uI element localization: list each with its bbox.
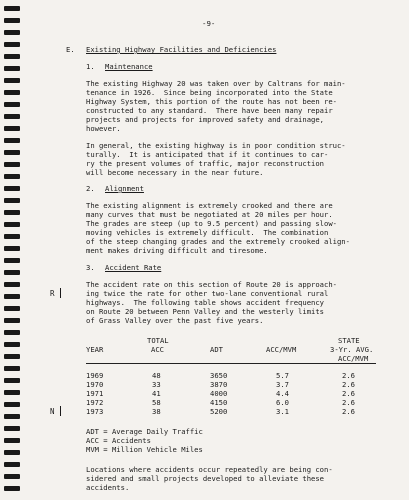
revision-bar — [60, 288, 61, 298]
binding-hole — [4, 126, 20, 131]
binding-hole — [4, 114, 20, 119]
paragraph-line: turally. It is anticipated that if it continues to car- — [86, 150, 329, 159]
section-title: Existing Highway Facilities and Deficiencies — [86, 45, 277, 54]
cell-adt: 4150 — [210, 398, 228, 407]
binding-hole — [4, 234, 20, 239]
cell-acc-mvm: 4.4 — [276, 389, 289, 398]
binding-hole — [4, 150, 20, 155]
binding-hole — [4, 330, 20, 335]
binding-hole — [4, 438, 20, 443]
binding-hole — [4, 294, 20, 299]
cell-acc: 33 — [152, 380, 161, 389]
cell-acc: 38 — [152, 407, 161, 416]
cell-state: 2.6 — [342, 371, 355, 380]
paragraph-line: constructed to any standard. There have been many repair — [86, 106, 333, 115]
paragraph-line: projects and projects for improved safety and drainage, — [86, 115, 324, 124]
subsection-title: Maintenance — [105, 62, 153, 71]
binding-hole — [4, 246, 20, 251]
paragraph-line: In general, the existing highway is in poor condition struc- — [86, 141, 346, 150]
paragraph-line: on Route 20 between Penn Valley and the westerly limits — [86, 307, 324, 316]
binding-hole — [4, 450, 20, 455]
cell-state: 2.6 — [342, 389, 355, 398]
paragraph-line: Locations where accidents occur repeatedly are being con- — [86, 465, 333, 474]
binding-hole — [4, 78, 20, 83]
col-header-state-line3: ACC/MVM — [338, 354, 369, 363]
paragraph-line: accidents. — [86, 483, 130, 492]
binding-hole — [4, 282, 20, 287]
binding-hole — [4, 210, 20, 215]
binding-hole — [4, 426, 20, 431]
paragraph-line: of the steep changing grades and the extremely crooked align- — [86, 237, 350, 246]
cell-acc-mvm: 5.7 — [276, 371, 289, 380]
subsection-title: Accident Rate — [105, 263, 162, 272]
cell-adt: 4000 — [210, 389, 228, 398]
binding-hole — [4, 66, 20, 71]
binding-hole — [4, 306, 20, 311]
binding-hole — [4, 366, 20, 371]
paragraph-line: moving vehicles is extremely difficult. The combination — [86, 228, 329, 237]
cell-acc: 48 — [152, 371, 161, 380]
binding-hole — [4, 90, 20, 95]
paragraph-line: The existing Highway 20 was taken over by Caltrans for main- — [86, 79, 346, 88]
cell-year: 1972 — [86, 398, 104, 407]
cell-acc: 58 — [152, 398, 161, 407]
binding-hole — [4, 318, 20, 323]
legend-line: ADT = Average Daily Traffic — [86, 427, 203, 436]
col-header-total-line1: TOTAL — [147, 336, 169, 345]
subsection-number: 1. — [86, 62, 95, 71]
binding-hole — [4, 102, 20, 107]
cell-state: 2.6 — [342, 398, 355, 407]
binding-hole — [4, 402, 20, 407]
paragraph-line: The accident rate on this section of Route 20 is approach- — [86, 280, 337, 289]
page-number: -9- — [202, 19, 216, 28]
paragraph-line: ment makes driving difficult and tiresome. — [86, 246, 268, 255]
cell-year: 1973 — [86, 407, 104, 416]
cell-adt: 3650 — [210, 371, 228, 380]
paragraph-line: will become necessary in the near future. — [86, 168, 264, 177]
paragraph-line: sidered and small projects developed to alleviate these — [86, 474, 324, 483]
binding-hole — [4, 258, 20, 263]
binding-hole — [4, 270, 20, 275]
subsection-title: Alignment — [105, 184, 144, 193]
cell-acc-mvm: 3.7 — [276, 380, 289, 389]
subsection-number: 2. — [86, 184, 95, 193]
binding-hole — [4, 222, 20, 227]
paragraph-line: ing twice the rate for other two-lane conventional rural — [86, 289, 329, 298]
paragraph-line: tenance in 1926. Since being incorporated into the State — [86, 88, 333, 97]
paragraph-line: however. — [86, 124, 121, 133]
cell-state: 2.6 — [342, 407, 355, 416]
cell-acc: 41 — [152, 389, 161, 398]
paragraph-line: highways. The following table shows accident frequency — [86, 298, 324, 307]
revision-bar — [60, 406, 61, 416]
subsection-number: 3. — [86, 263, 95, 272]
cell-state: 2.6 — [342, 380, 355, 389]
binding-hole — [4, 354, 20, 359]
cell-acc-mvm: 6.0 — [276, 398, 289, 407]
table-rule — [86, 363, 376, 364]
binding-hole — [4, 54, 20, 59]
cell-acc-mvm: 3.1 — [276, 407, 289, 416]
binding-hole — [4, 138, 20, 143]
binding-hole — [4, 390, 20, 395]
binding-hole — [4, 486, 20, 491]
binding-hole — [4, 6, 20, 11]
cell-adt: 3870 — [210, 380, 228, 389]
binding-hole — [4, 42, 20, 47]
col-header-total-line2: ACC — [151, 345, 164, 354]
paragraph-line: The existing alignment is extremely crooked and there are — [86, 201, 333, 210]
legend-line: ACC = Accidents — [86, 436, 151, 445]
binding-hole — [4, 174, 20, 179]
col-header-state-line2: 3-Yr. AVG. — [330, 345, 374, 354]
spiral-binding — [0, 0, 22, 500]
paragraph-line: Highway System, this portion of the route has not been re- — [86, 97, 337, 106]
binding-hole — [4, 474, 20, 479]
cell-adt: 5200 — [210, 407, 228, 416]
legend-line: MVM = Million Vehicle Miles — [86, 445, 203, 454]
paragraph-line: The grades are steep (up to 9.5 percent) and passing slow- — [86, 219, 337, 228]
binding-hole — [4, 342, 20, 347]
binding-hole — [4, 414, 20, 419]
binding-hole — [4, 378, 20, 383]
section-letter: E. — [66, 45, 75, 54]
paragraph-line: of Grass Valley over the past five years. — [86, 316, 264, 325]
col-header-year: YEAR — [86, 345, 104, 354]
col-header-adt: ADT — [210, 345, 223, 354]
cell-year: 1969 — [86, 371, 104, 380]
col-header-acc-mvm: ACC/MVM — [266, 345, 297, 354]
binding-hole — [4, 162, 20, 167]
binding-hole — [4, 462, 20, 467]
revision-mark-n: N — [50, 407, 55, 416]
binding-hole — [4, 186, 20, 191]
col-header-state-line1: STATE — [338, 336, 360, 345]
binding-hole — [4, 18, 20, 23]
revision-mark-r: R — [50, 289, 55, 298]
binding-hole — [4, 30, 20, 35]
cell-year: 1971 — [86, 389, 104, 398]
paragraph-line: many curves that must be negotiated at 20 miles per hour. — [86, 210, 333, 219]
binding-hole — [4, 198, 20, 203]
paragraph-line: ry the present volumes of traffic, major reconstruction — [86, 159, 324, 168]
cell-year: 1970 — [86, 380, 104, 389]
